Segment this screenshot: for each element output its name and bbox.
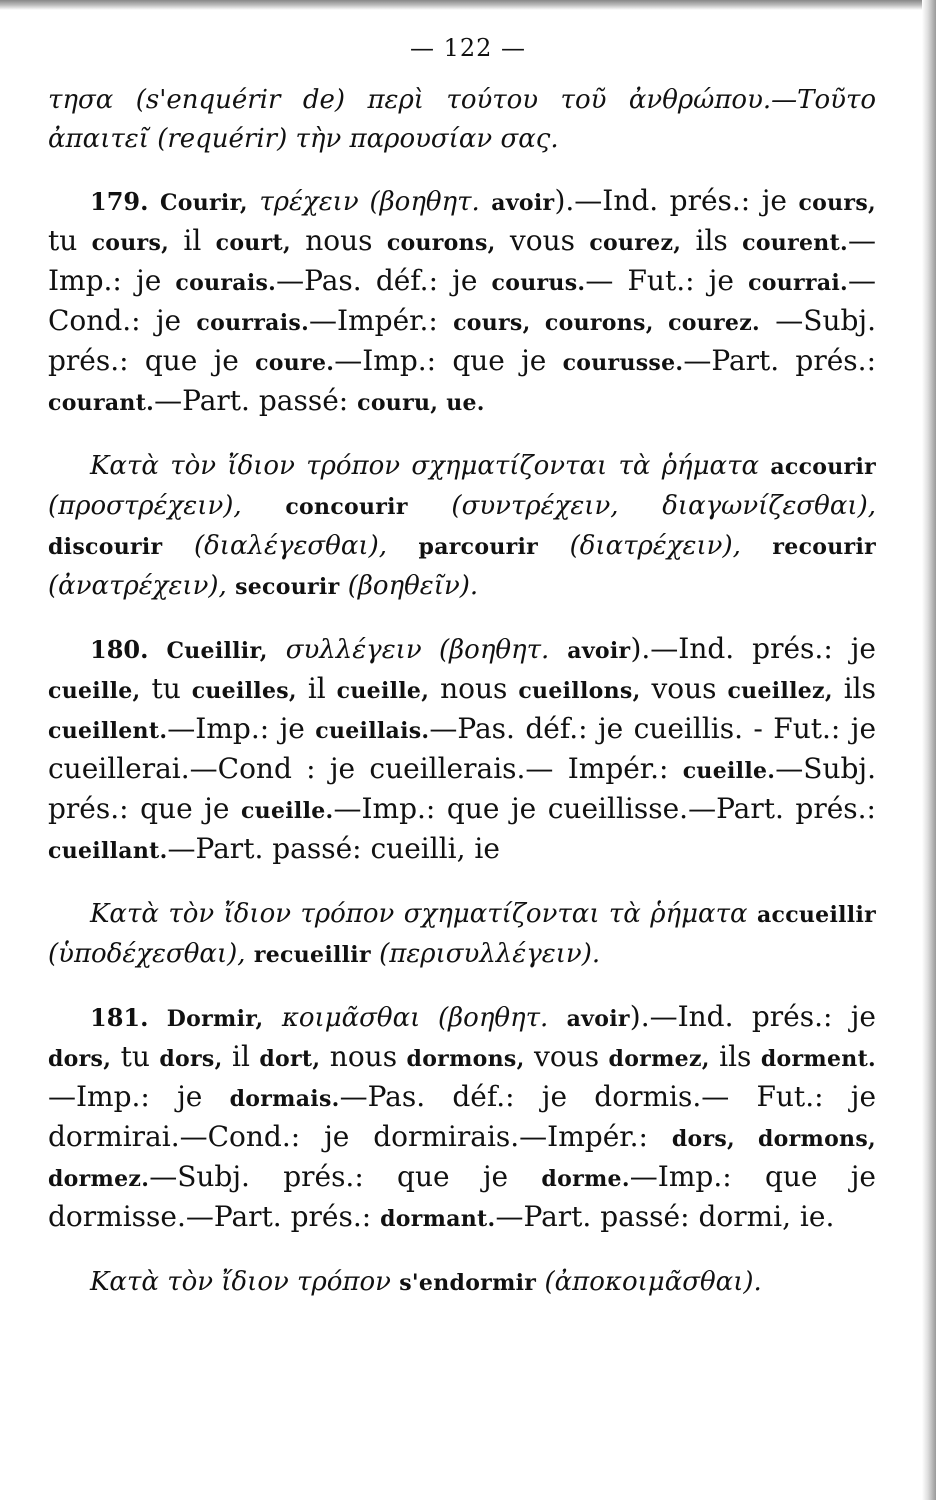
conjugation-text: —Pas. déf.: je — [276, 264, 492, 297]
verb-headword: Cueillir, — [166, 638, 268, 664]
verb-form: cueillons, — [518, 678, 641, 704]
conjugation-text: —Cond.: je — [48, 264, 876, 337]
conjugation-text: —Subj. prés.: que je — [149, 1160, 542, 1193]
verb-form: courant. — [48, 390, 155, 416]
greek-text: (διατρέχειν), — [538, 531, 773, 561]
verb-form: couru, ue. — [357, 390, 485, 416]
greek-text: Κατὰ τὸν ἴδιον τρόπον σχηματίζονται τὰ ῥήματα — [90, 451, 771, 481]
conjugation-text: vous — [524, 1040, 609, 1073]
conjugation-text: —Subj. prés.: que je — [48, 304, 876, 377]
conjugation-text: vous — [495, 224, 590, 257]
conjugation-text: vous — [640, 672, 728, 705]
verb-headword: Courir, — [159, 190, 248, 216]
conjugation-text: —Pas. déf.: je cueillis. - Fut.: je cueillerai.—Cond : je cueillerais.— Impér.: — [48, 712, 877, 785]
top-edge-shadow — [0, 0, 936, 10]
derived-verb: recueillir — [253, 942, 371, 968]
conjugation-text: ).—Ind. prés.: je — [554, 184, 787, 217]
conjugation-text: il — [222, 1040, 260, 1073]
auxiliary-verb: avoir — [491, 190, 555, 216]
conjugation-text: tu — [140, 672, 192, 705]
verb-form: dors, dormons, dormez. — [48, 1126, 876, 1192]
derived-verbs-180 — [48, 894, 876, 974]
derived-verb: discourir — [48, 534, 163, 560]
greek-text: (ὑποδέχεσθαι), — [48, 939, 254, 969]
page-edge-shadow — [922, 0, 936, 1500]
intro-line-1: τησα (s'enquérir de) περὶ τούτου τοῦ ἀνθρώπου.—Τοῦτο — [48, 85, 876, 115]
conjugation-text: ils — [832, 672, 877, 705]
verb-form: coure. — [255, 350, 335, 376]
conjugation-text: —Imp.: je — [48, 1080, 230, 1113]
verb-form: dorme. — [541, 1166, 630, 1192]
verb-form: dors, — [159, 1046, 223, 1072]
verb-gloss: συλλέγειν (βοηθητ. — [285, 635, 550, 665]
conjugation-text: —Part. passé: cueilli, ie — [167, 832, 500, 865]
verb-form: dors, — [48, 1046, 112, 1072]
auxiliary-verb: avoir — [566, 1006, 630, 1032]
verb-form: courais. — [175, 270, 277, 296]
derived-verb: parcourir — [418, 534, 539, 560]
derived-verb: accourir — [770, 454, 876, 480]
conjugation-text: nous — [320, 1040, 407, 1073]
greek-text: (βοηθεῖν). — [339, 571, 479, 601]
conjugation-text: —Imp.: que je — [334, 344, 563, 377]
greek-text: Κατὰ τὸν ἴδιον τρόπον — [90, 1267, 400, 1297]
conjugation-text: —Imp.: je — [167, 712, 316, 745]
conjugation-text: —Imp.: que je dormisse.—Part. prés.: — [48, 1160, 877, 1233]
verb-form: cours, — [91, 230, 170, 256]
conjugation-text: tu — [111, 1040, 160, 1073]
verb-form: cueillent. — [48, 718, 168, 744]
verb-form: courrais. — [196, 310, 310, 336]
derived-verbs-179 — [48, 446, 876, 606]
conjugation-text: il — [296, 672, 337, 705]
section-number: 181. — [90, 1003, 149, 1032]
verb-form: dorment. — [760, 1046, 876, 1072]
verb-form: cueillez, — [727, 678, 833, 704]
verb-form: courez, — [589, 230, 682, 256]
derived-verbs-181 — [48, 1262, 876, 1302]
conjugation-text: ils — [709, 1040, 761, 1073]
conjugation-text: —Impér.: — [309, 304, 454, 337]
conjugation-text: — Fut.: je — [585, 264, 749, 297]
greek-text: (διαλέγεσθαι), — [162, 531, 419, 561]
conjugation-text: —Part. passé: — [154, 384, 358, 417]
verb-form: dormais. — [229, 1086, 340, 1112]
conjugation-text: nous — [290, 224, 387, 257]
section-number: 180. — [90, 635, 149, 664]
verb-form: cueillais. — [315, 718, 430, 744]
verb-form: dormez, — [608, 1046, 710, 1072]
intro-line-2: ἀπαιτεῖ (requérir) τὴν παρουσίαν σας. — [48, 124, 559, 154]
verb-form: dort, — [259, 1046, 321, 1072]
page-number: — 122 — — [409, 34, 527, 62]
verb-gloss: κοιμᾶσθαι (βοηθητ. — [281, 1003, 549, 1033]
verb-form: courent. — [742, 230, 848, 256]
greek-text: (προστρέχειν), — [48, 491, 286, 521]
verb-form: cours, — [798, 190, 876, 216]
conjugation-text: ).—Ind. prés.: je — [630, 632, 876, 665]
greek-text: (περισυλλέγειν). — [370, 939, 601, 969]
verb-form: dormons, — [406, 1046, 525, 1072]
verb-gloss: τρέχειν (βοηθητ. — [259, 187, 480, 217]
conjugation-text: ils — [681, 224, 743, 257]
derived-verb: s'endormir — [399, 1270, 537, 1296]
intro-paragraph — [48, 80, 876, 158]
page-body — [48, 80, 876, 1302]
verb-form: dormant. — [380, 1206, 496, 1232]
verb-form: courusse. — [562, 350, 684, 376]
derived-verb: concourir — [285, 494, 408, 520]
verb-headword: Dormir, — [166, 1006, 264, 1032]
greek-text: (ἀποκοιμᾶσθαι). — [536, 1267, 762, 1297]
verb-form: cueille, — [336, 678, 430, 704]
greek-text: Κατὰ τὸν ἴδιον τρόπον σχηματίζονται τὰ ῥήματα — [90, 899, 757, 929]
derived-verb: accueillir — [756, 902, 876, 928]
verb-form: cueille. — [240, 798, 334, 824]
greek-text: (ἀνατρέχειν), — [48, 571, 236, 601]
section-number: 179. — [90, 187, 149, 216]
verb-form: court, — [215, 230, 291, 256]
conjugation-text: nous — [429, 672, 519, 705]
verb-form: cueillant. — [48, 838, 168, 864]
conjugation-text: —Subj. prés.: que je — [48, 752, 876, 825]
conjugation-text: tu — [48, 224, 92, 257]
conjugation-text: —Imp.: je — [48, 224, 876, 297]
conjugation-text: il — [169, 224, 216, 257]
section-180 — [48, 630, 876, 870]
conjugation-text: —Pas. déf.: je dormis.— Fut.: je dormirai.—Cond.: je dormirais.—Impér.: — [48, 1080, 877, 1153]
verb-form: cours, courons, courez. — [453, 310, 760, 336]
conjugation-text: ).—Ind. prés.: je — [629, 1000, 876, 1033]
verb-form: cueille. — [682, 758, 776, 784]
section-181 — [48, 998, 876, 1238]
greek-text: (συντρέχειν, διαγωνίζεσθαι), — [407, 491, 876, 521]
verb-form: courrai. — [748, 270, 848, 296]
section-179 — [48, 182, 876, 422]
verb-form: cueille, — [48, 678, 141, 704]
auxiliary-verb: avoir — [567, 638, 631, 664]
verb-form: courus. — [491, 270, 586, 296]
conjugation-text: —Imp.: que je cueillisse.—Part. prés.: — [333, 792, 876, 825]
conjugation-text: —Part. prés.: — [683, 344, 877, 377]
verb-form: cueilles, — [191, 678, 297, 704]
derived-verb: recourir — [772, 534, 876, 560]
conjugation-text: —Part. passé: dormi, ie. — [495, 1200, 835, 1233]
derived-verb: secourir — [235, 574, 340, 600]
verb-form: courons, — [386, 230, 496, 256]
